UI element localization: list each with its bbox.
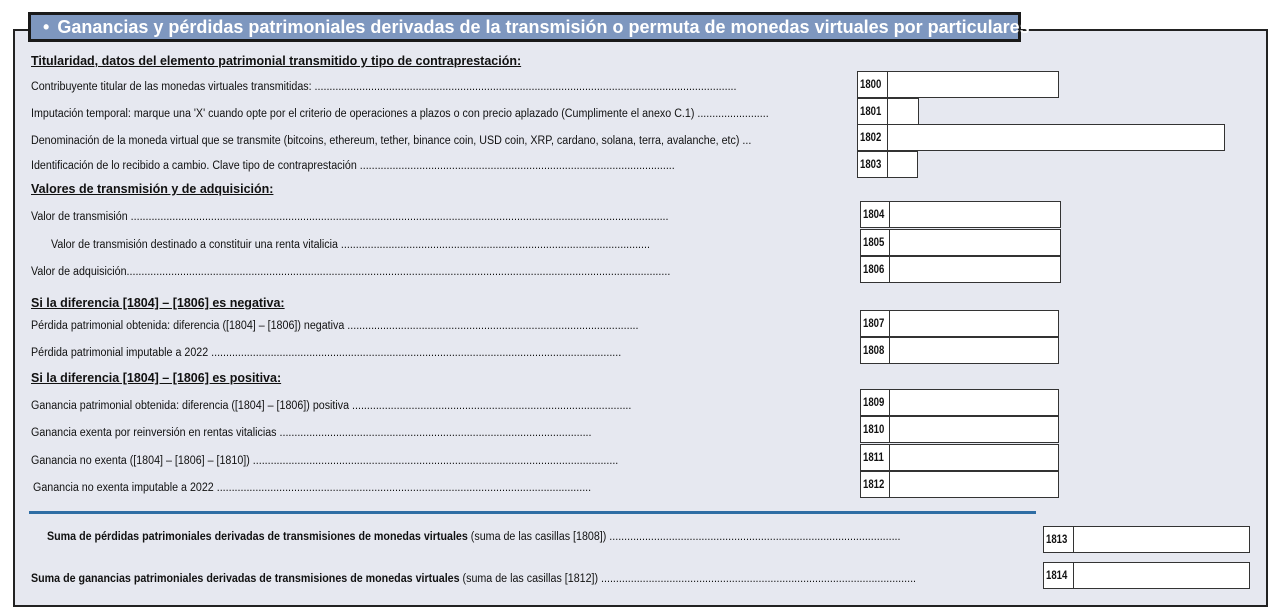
label-1808: Pérdida patrimonial imputable a 2022 .......................................................................................................................................... (31, 347, 622, 359)
code-1812: 1812 (860, 471, 890, 498)
field-1812[interactable] (889, 471, 1059, 498)
field-1809[interactable] (889, 389, 1059, 416)
code-1813: 1813 (1043, 526, 1074, 553)
code-1804: 1804 (860, 201, 890, 228)
code-1811: 1811 (860, 444, 890, 471)
bullet-icon: • (43, 17, 50, 37)
code-1806: 1806 (860, 256, 890, 283)
code-1808: 1808 (860, 337, 890, 364)
field-1807[interactable] (889, 310, 1059, 337)
code-1807: 1807 (860, 310, 890, 337)
label-1814-rest: (suma de las casillas [1812]) .......................................................................................................... (459, 573, 917, 585)
code-1810: 1810 (860, 416, 890, 443)
field-1814[interactable] (1073, 562, 1250, 589)
label-1806: Valor de adquisición....................................................................................................................................................................................... (31, 266, 671, 278)
field-1808[interactable] (889, 337, 1059, 364)
page-title (28, 12, 1030, 42)
page-title-text: Ganancias y pérdidas patrimoniales derivadas de la transmisión o permuta de monedas virtuales por particulares (57, 17, 1030, 37)
label-1809: Ganancia patrimonial obtenida: diferencia ([1804] – [1806]) positiva .............................................................................................. (31, 400, 632, 412)
section-positiva: Si la diferencia [1804] – [1806] es positiva: (31, 371, 282, 385)
label-1813-rest: (suma de las casillas [1808]) .................................................................................................. (467, 531, 901, 543)
label-1811: Ganancia no exenta ([1804] – [1806] – [1810]) ........................................................................................................................... (31, 455, 619, 467)
field-1800[interactable] (887, 71, 1059, 98)
label-1807: Pérdida patrimonial obtenida: diferencia ([1804] – [1806]) negativa .................................................................................................. (31, 320, 639, 332)
divider (29, 511, 1036, 514)
checkbox-1801[interactable] (887, 98, 919, 125)
field-1813[interactable] (1073, 526, 1250, 553)
label-1805: Valor de transmisión destinado a constituir una renta vitalicia ........................................................................................................ (51, 239, 650, 251)
field-1805[interactable] (889, 229, 1061, 256)
field-1810[interactable] (889, 416, 1059, 443)
label-1803: Identificación de lo recibido a cambio. Clave tipo de contraprestación .......................................................................................................... (31, 160, 675, 172)
section-valores: Valores de transmisión y de adquisición: (31, 182, 274, 196)
label-1801: Imputación temporal: marque una 'X' cuando opte por el criterio de operaciones a plazos o con precio aplazado (Cumplimente el anexo C.1) ........................ (31, 108, 769, 120)
label-1802: Denominación de la moneda virtual que se transmite (bitcoins, ethereum, tether, binance coin, USD coin, XRP, cardano, solana, terra, avalanche, etc) ... (31, 135, 752, 147)
code-1800: 1800 (857, 71, 888, 98)
label-1814-bold: Suma de ganancias patrimoniales derivadas de transmisiones de monedas virtuales (31, 573, 460, 585)
label-1813 (47, 531, 1042, 543)
label-1812: Ganancia no exenta imputable a 2022 .............................................................................................................................. (33, 482, 592, 494)
code-1801: 1801 (857, 98, 888, 125)
field-1806[interactable] (889, 256, 1061, 283)
code-1803: 1803 (857, 151, 888, 178)
code-1809: 1809 (860, 389, 890, 416)
code-1814: 1814 (1043, 562, 1074, 589)
code-1802: 1802 (857, 124, 888, 151)
section-titularidad: Titularidad, datos del elemento patrimonial transmitido y tipo de contraprestación: (31, 54, 522, 68)
field-1802[interactable] (887, 124, 1225, 151)
section-negativa: Si la diferencia [1804] – [1806] es negativa: (31, 296, 285, 310)
code-1805: 1805 (860, 229, 890, 256)
label-1813-bold: Suma de pérdidas patrimoniales derivadas de transmisiones de monedas virtuales (47, 531, 468, 543)
label-1804: Valor de transmisión ..................................................................................................................................................................................... (31, 211, 669, 223)
label-1814 (31, 573, 1040, 585)
label-1800: Contribuyente titular de las monedas virtuales transmitidas: .............................................................................................................................................. (31, 81, 737, 93)
label-1810: Ganancia exenta por reinversión en rentas vitalicias ......................................................................................................... (31, 427, 592, 439)
field-1811[interactable] (889, 444, 1059, 471)
field-1803[interactable] (887, 151, 918, 178)
field-1804[interactable] (889, 201, 1061, 228)
